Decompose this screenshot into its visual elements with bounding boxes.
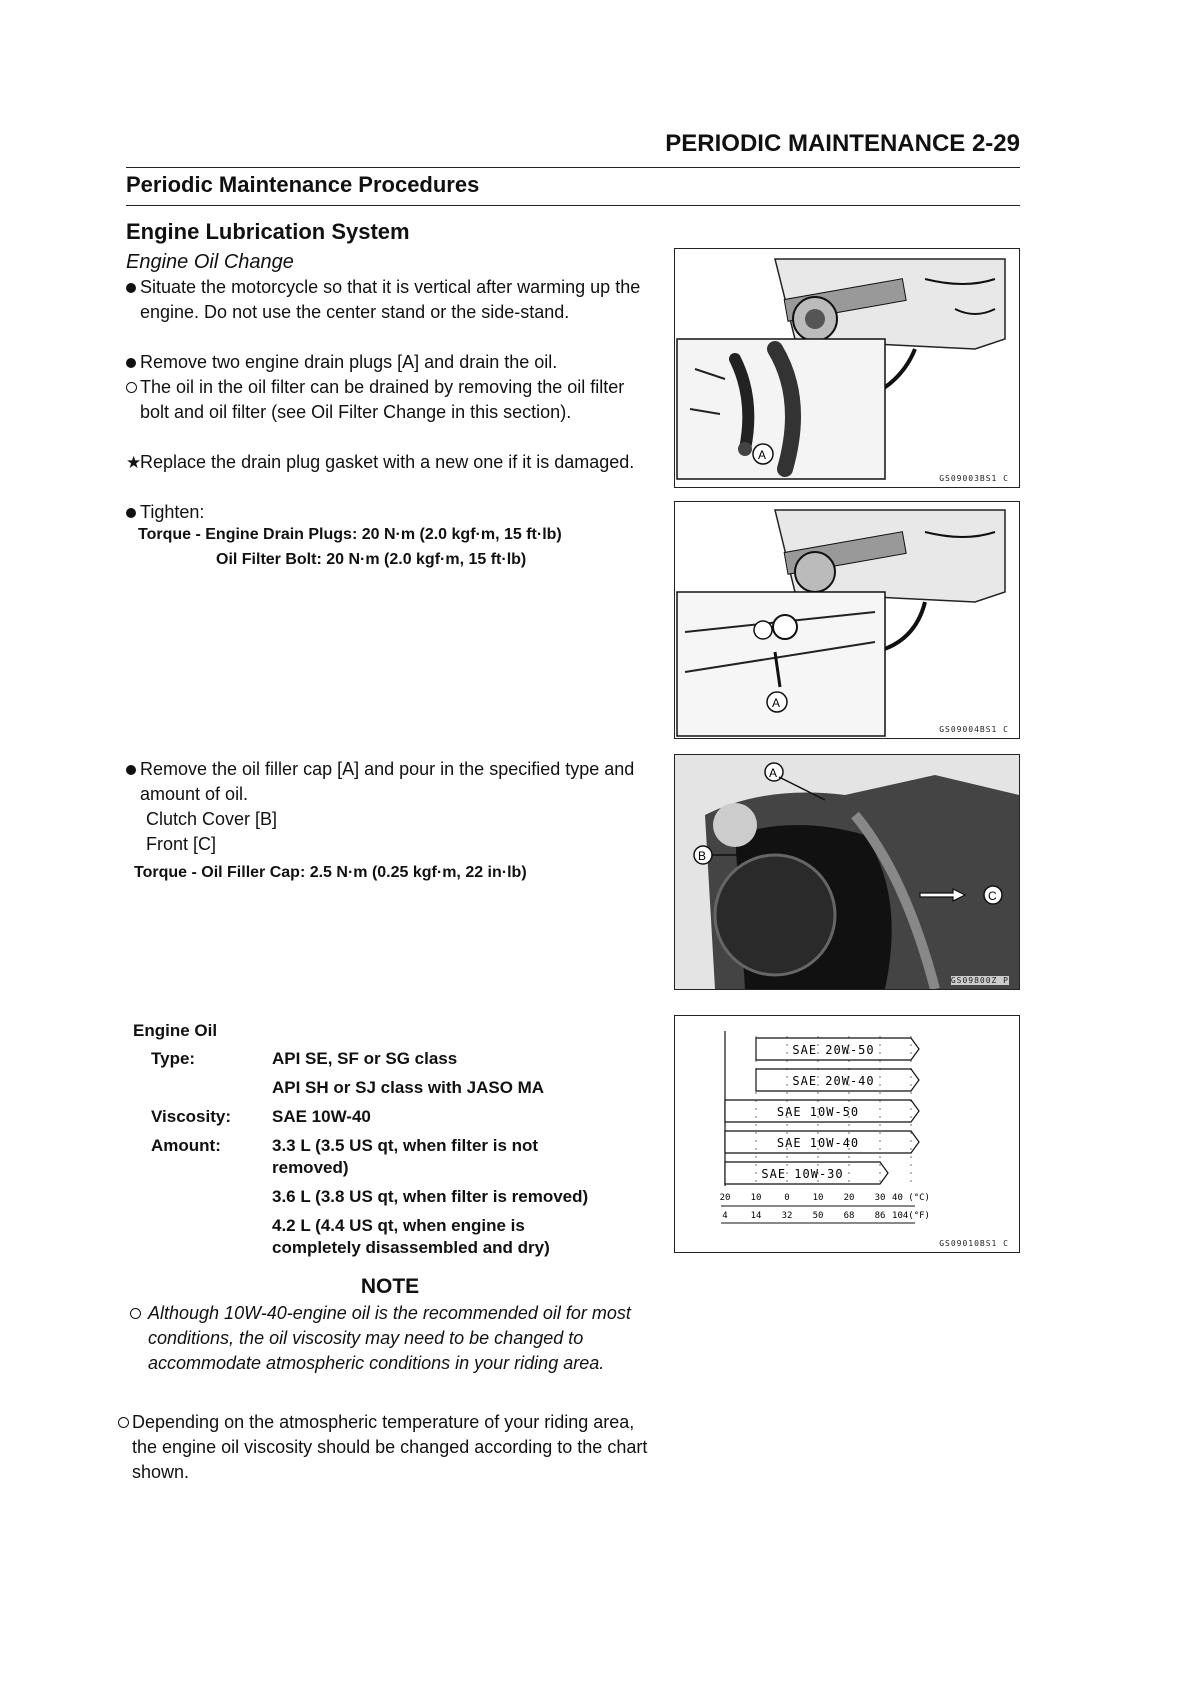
amount-value-2: 3.6 L (3.8 US qt, when filter is removed) bbox=[272, 1187, 589, 1206]
fig1-code: GS09003BS1 C bbox=[939, 474, 1009, 483]
chart-tick-c-2: 0 bbox=[784, 1193, 790, 1203]
chart-bar-label-4: SAE 10W-30 bbox=[761, 1167, 844, 1181]
subheading: Engine Oil Change bbox=[126, 251, 294, 273]
bullet-marker bbox=[126, 275, 142, 300]
torque-filter-bolt: Oil Filter Bolt: 20 N·m (2.0 kgf·m, 15 ft·lb) bbox=[216, 551, 527, 568]
fig3-label-c: C bbox=[988, 889, 997, 903]
torque-drain-plugs: Engine Drain Plugs: 20 N·m (2.0 kgf·m, 15 ft·lb) bbox=[205, 526, 562, 543]
step-3: The oil in the oil filter can be drained by removing the oil filter bolt and oil filter (see Oil Filter Change in this section). bbox=[126, 375, 648, 425]
chart-tick-f-4: 68 bbox=[843, 1211, 855, 1221]
viscosity-chart bbox=[675, 1016, 1019, 1252]
step-2: Remove two engine drain plugs [A] and drain the oil. bbox=[126, 350, 648, 375]
chart-tick-f-0: 4 bbox=[722, 1211, 728, 1221]
viscosity-label: Viscosity: bbox=[151, 1107, 232, 1126]
chart-bar-label-1: SAE 20W-40 bbox=[792, 1074, 875, 1088]
chart-tick-c-5: 30 bbox=[874, 1193, 886, 1203]
section-title: Periodic Maintenance Procedures bbox=[126, 172, 480, 197]
step-1: Situate the motorcycle so that it is vertical after warming up the engine. Do not use the center stand or the side-stand. bbox=[126, 275, 648, 325]
chart-tick-c-3: 10 bbox=[812, 1193, 824, 1203]
header-rule-top bbox=[126, 167, 1020, 168]
note-title: NOTE bbox=[360, 1275, 420, 1298]
chart-tick-f-1: 14 bbox=[750, 1211, 762, 1221]
chart-tick-f-5: 86 bbox=[874, 1211, 886, 1221]
fig3-label-a: A bbox=[769, 766, 778, 780]
chart-bar-label-3: SAE 10W-40 bbox=[776, 1136, 860, 1150]
circle-marker bbox=[126, 375, 142, 400]
figure-drain-plug-2 bbox=[674, 501, 1020, 739]
legend-clutch-cover: Clutch Cover [B] bbox=[146, 809, 278, 829]
legend-b bbox=[146, 807, 277, 857]
figure-viscosity-chart bbox=[674, 1015, 1020, 1253]
fig4-code: GS09010BS1 C bbox=[939, 1239, 1009, 1248]
fig1-label-a: A bbox=[758, 448, 767, 462]
chart-bar-label-2: SAE 10W-50 bbox=[776, 1105, 860, 1119]
torque-filler-cap: Torque - Oil Filler Cap: 2.5 N·m (0.25 kgf·m, 22 in·lb) bbox=[134, 864, 527, 881]
step-filler-cap: Remove the oil filler cap [A] and pour in the specified type and amount of oil. bbox=[126, 757, 656, 807]
chapter-title: PERIODIC MAINTENANCE 2-29 bbox=[665, 130, 1020, 157]
viscosity-value: SAE 10W-40 bbox=[272, 1107, 371, 1126]
amount-label: Amount: bbox=[151, 1136, 221, 1155]
chart-tick-c-6: 40 (°C) bbox=[892, 1193, 930, 1203]
fig2-label-a: A bbox=[772, 696, 781, 710]
legend-front: Front [C] bbox=[146, 834, 217, 854]
figure-filler-cap bbox=[674, 754, 1020, 990]
fig3-label-b: B bbox=[698, 849, 707, 863]
bullet-marker bbox=[126, 350, 142, 375]
star-marker: ★ bbox=[126, 453, 142, 472]
chart-bar-label-0: SAE 20W-50 bbox=[792, 1043, 875, 1057]
chart-tick-f-6: 104(°F) bbox=[892, 1211, 930, 1221]
type-value-2: API SH or SJ class with JASO MA bbox=[272, 1078, 545, 1097]
chart-tick-c-4: 20 bbox=[843, 1193, 855, 1203]
type-label: Type: bbox=[151, 1049, 196, 1068]
chart-tick-f-2: 32 bbox=[781, 1211, 793, 1221]
header-rule-bottom bbox=[126, 205, 1020, 206]
type-value-1: API SE, SF or SG class bbox=[272, 1049, 458, 1068]
chart-tick-c-0: 20 bbox=[719, 1193, 731, 1203]
chart-tick-f-3: 50 bbox=[812, 1211, 824, 1221]
closing-paragraph: Depending on the atmospheric temperature of your riding area, the engine oil viscosity should be changed according to the chart shown. bbox=[118, 1410, 650, 1485]
step-5: Tighten: bbox=[126, 500, 648, 525]
fig3-code: GS09800Z P bbox=[950, 976, 1009, 985]
heading: Engine Lubrication System bbox=[126, 219, 410, 244]
fig2-code: GS09004BS1 C bbox=[939, 725, 1009, 734]
note-body: Although 10W-40-engine oil is the recommended oil for most conditions, the oil viscosity may need to be changed to accommodate atmospheric conditions in your riding area. bbox=[130, 1301, 650, 1376]
amount-value-3: 4.2 L (4.4 US qt, when engine is completely disassembled and dry) bbox=[272, 1216, 550, 1257]
step-4: ★ Replace the drain plug gasket with a new one if it is damaged. bbox=[126, 450, 648, 475]
figure-drain-plug-1 bbox=[674, 248, 1020, 488]
amount-value-1: 3.3 L (3.5 US qt, when filter is not removed) bbox=[272, 1136, 539, 1177]
chart-tick-c-1: 10 bbox=[750, 1193, 762, 1203]
engine-oil-title: Engine Oil bbox=[133, 1021, 218, 1040]
torque-block-a: Torque - Engine Drain Plugs: 20 N·m (2.0 kgf·m, 15 ft·lb) Oil Filter Bolt: 20 N·m (2.0 kgf·m, 15 ft·lb) bbox=[138, 522, 562, 572]
